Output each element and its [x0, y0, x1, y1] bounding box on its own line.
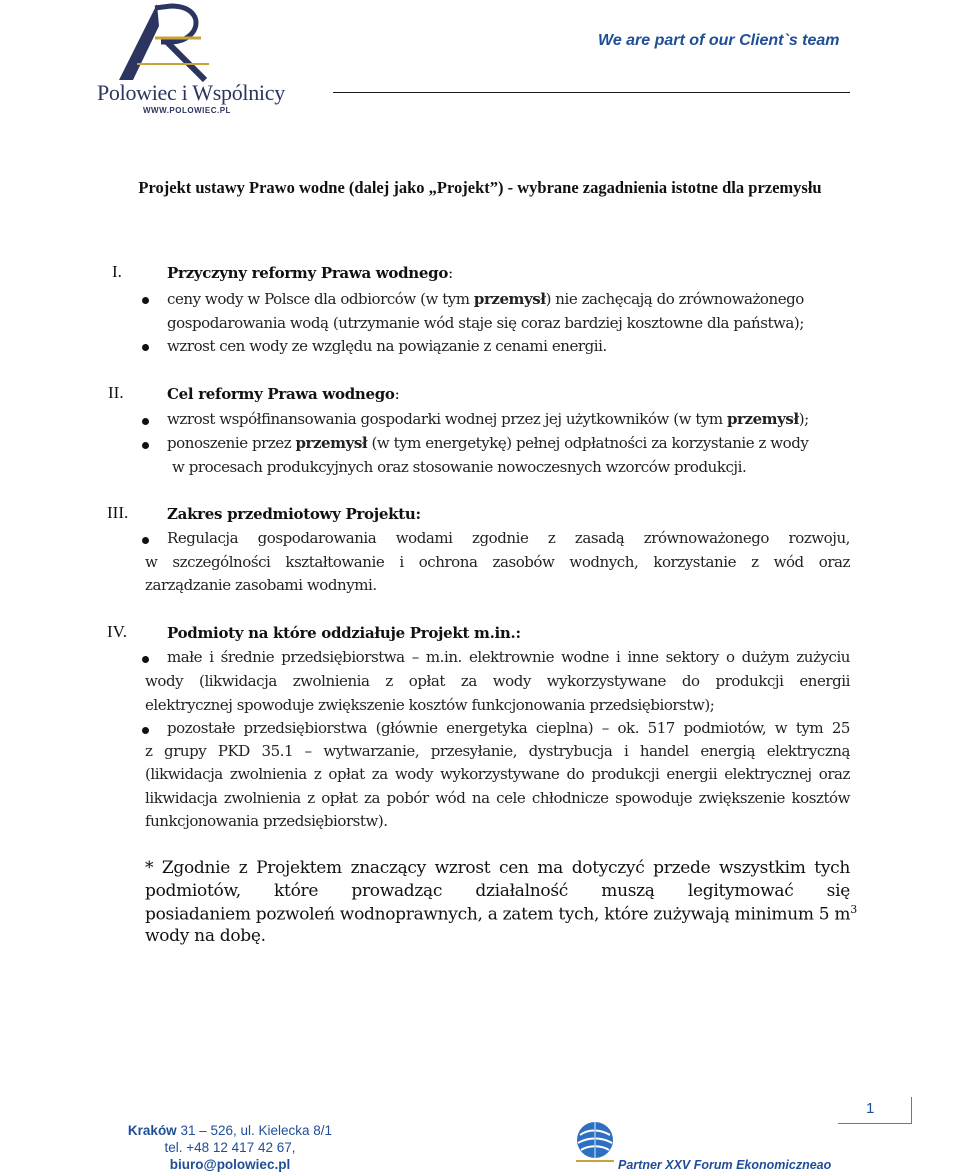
logo-text: Polowiec i Wspólnicy: [97, 80, 285, 105]
company-logo: [97, 2, 285, 120]
list-item: pozostałe przedsiębiorstwa (głównie energetyka cieplna) – ok. 517 podmiotów, w tym 25: [167, 719, 850, 737]
section-heading: Przyczyny reformy Prawa wodnego:: [167, 264, 453, 282]
section-numeral: IV.: [107, 622, 127, 641]
section-numeral: II.: [108, 383, 124, 402]
bullet-icon: [142, 727, 149, 734]
paragraph-line: w szczególności kształtowanie i ochrona zasobów wodnych, korzystanie z wód oraz: [145, 553, 850, 571]
note-line: posiadaniem pozwoleń wodnoprawnych, a zatem tych, które zużywają minimum 5 $m^3$: [145, 903, 857, 925]
footer-street: 31 – 526, ul. Kielecka 8/1: [176, 1123, 333, 1138]
heading-text: Cel reformy Prawa wodnego: [167, 385, 395, 403]
list-item: ceny wody w Polsce dla odbiorców (w tym przemysł) nie zachęcają do zrównoważonego: [167, 290, 804, 308]
note-line: * Zgodnie z Projektem znaczący wzrost cen ma dotyczyć przede wszystkim tych: [145, 858, 850, 878]
bullet-icon: [142, 442, 149, 449]
bullet-icon: [142, 537, 149, 544]
paragraph-line: zarządzanie zasobami wodnymi.: [145, 576, 377, 594]
footer-phone: tel. +48 12 417 42 67,: [164, 1140, 296, 1155]
list-item: wzrost współfinansowania gospodarki wodnej przez jej użytkowników (w tym przemysł);: [167, 410, 809, 428]
footer-email[interactable]: biuro@polowiec.pl: [169, 1157, 291, 1172]
logo-url: WWW.POLOWIEC.PL: [143, 106, 231, 115]
list-item: ponoszenie przez przemysł (w tym energetykę) pełnej odpłatności za korzystanie z wody: [167, 434, 809, 452]
bullet-icon: [142, 418, 149, 425]
footer-city: Kraków: [127, 1123, 177, 1138]
note-line: wody na dobę.: [145, 926, 266, 946]
list-item: małe i średnie przedsiębiorstwa – m.in. elektrownie wodne i inne sektory o dużym zużyciu: [167, 648, 850, 666]
page-number-box: [838, 1097, 912, 1124]
section-heading: Zakres przedmiotowy Projektu:: [167, 505, 421, 523]
section-numeral: I.: [112, 262, 122, 281]
list-item-continuation: likwidacja zwolnienia z opłat za pobór wód na cele chłodnicze spowoduje zwiększenie kosztów: [145, 789, 850, 807]
heading-text: Przyczyny reformy Prawa wodnego: [167, 264, 449, 282]
list-item-continuation: w procesach produkcyjnych oraz stosowanie nowoczesnych wzorców produkcji.: [172, 458, 747, 476]
section-heading: Podmioty na które oddziałuje Projekt m.in.:: [167, 624, 521, 642]
bullet-icon: [142, 656, 149, 663]
bullet-icon: [142, 297, 149, 304]
section-heading: Cel reformy Prawa wodnego:: [167, 385, 400, 403]
list-item-continuation: funkcjonowania przedsiębiorstw).: [145, 812, 388, 830]
paragraph-line: Regulacja gospodarowania wodami zgodnie z zasadą zrównoważonego rozwoju,: [167, 529, 850, 547]
list-item-continuation: wody (likwidacja zwolnienia z opłat za wody wykorzystywane do produkcji energii: [145, 672, 850, 690]
globe-icon: [572, 1117, 618, 1167]
list-item-continuation: (likwidacja zwolnienia z opłat za wody wykorzystywane do produkcji energii elektrycznej oraz: [145, 765, 850, 783]
bullet-icon: [142, 344, 149, 351]
list-item-continuation: elektrycznej spowoduje zwiększenie kosztów funkcjonowania przedsiębiorstw);: [145, 696, 715, 714]
list-item: wzrost cen wody ze względu na powiązanie z cenami energii.: [167, 337, 607, 355]
note-line: podmiotów, które prowadząc działalność muszą legitymować się: [145, 881, 850, 901]
partner-text: Partner XXV Forum Ekonomiczneao: [618, 1158, 832, 1172]
footer-address: [120, 1122, 340, 1173]
document-title: Projekt ustawy Prawo wodne (dalej jako „Projekt”) - wybrane zagadnienia istotne dla przemysłu: [138, 178, 822, 197]
header-divider: [333, 92, 850, 93]
logo-mark-icon: [97, 2, 272, 82]
list-item-continuation: gospodarowania wodą (utrzymanie wód staje się coraz bardziej kosztowne dla państwa);: [167, 314, 804, 332]
tagline: We are part of our Client`s team: [598, 32, 840, 49]
page-number: 1: [866, 1100, 875, 1117]
list-item-continuation: z grupy PKD 35.1 – wytwarzanie, przesyłanie, dystrybucja i handel energią elektryczną: [145, 742, 850, 760]
superscript: 3: [850, 903, 857, 916]
section-numeral: III.: [107, 503, 129, 522]
